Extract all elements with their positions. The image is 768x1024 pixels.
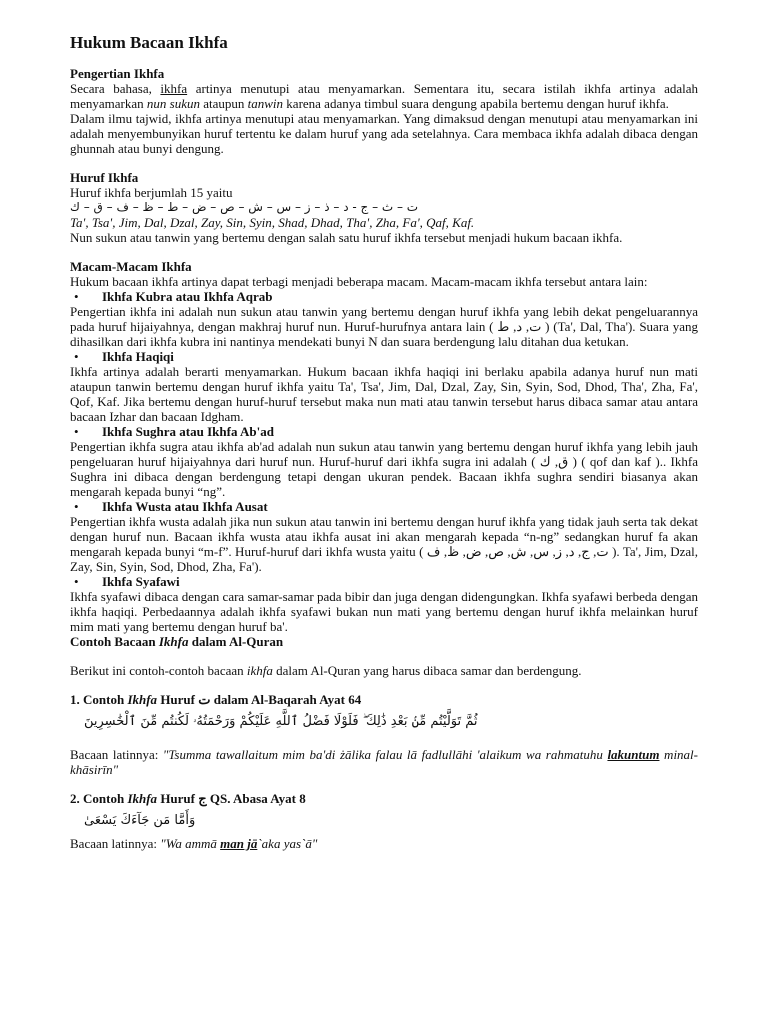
macam-intro: Hukum bacaan ikhfa artinya dapat terbagi menjadi beberapa macam. Macam-macam ikhfa tersebut antara lain: [70,274,648,289]
bullet-item-text: Pengertian ikhfa sugra atau ikhfa ab'ad adalah nun sukun atau tanwin yang bertemu dengan huruf ikhfa yang lebih jauh pengeluaran huruf hijaiyahnya dari huruf nun. Huruf-huruf dari ikhfa sugra ini adalah ( ق, ك ) ( qof dan kaf ).. Ikhfa Sughra ini dibaca dengan berdengung tetapi dengan ukuran pendek. Bacaan ikhfa sughra sendiri biasanya akan mengarah kepada bunyi “ng”. [70,439,698,499]
text-run-bold-underlined: man jā [220,836,258,851]
document-page [70,32,698,851]
example-latin [70,836,698,851]
text-run: Bacaan latinnya: [70,747,163,762]
text-run-underlined: ikhfa [160,81,188,96]
text-run-italic: Ikhfa [127,692,158,707]
text-run: dalam Al-Quran [188,634,284,649]
bullet-title: Ikhfa Syafawi [102,574,180,589]
text-run: Huruf ت dalam Al-Baqarah Ayat 64 [157,692,362,707]
example-heading [70,692,698,707]
example-ayat-arabic: ثُمَّ تَوَلَّيْتُم مِّنۢ بَعْدِ ذَٰلِكَ ۖ فَلَوْلَا فَضْلُ ٱللَّهِ عَلَيْكُمْ وَرَحْمَتُهُۥ لَكُنتُم مِّنَ ٱلْخَٰسِرِينَ [84,714,478,729]
bullet-icon: • [74,349,79,364]
bullet-item-text: Pengertian ikhfa ini adalah nun sukun atau tanwin yang bertemu dengan huruf ikhfa yang lebih dekat pengeluarannya pada huruf hijaiyahnya, dengan makhraj huruf nun. Huruf-hurufnya antara lain ( ت, د, ط ) (Ta', Dal, Tha'). Suara yang dihasilkan dari ikhfa kubra ini nantinya mendekati bunyi N dan suara berdengung lalu ditahan dua ketukan. [70,304,698,349]
bullet-item-title [70,499,698,514]
text-run: Contoh Bacaan [70,634,159,649]
section-heading-pengertian: Pengertian Ikhfa [70,66,165,81]
bullet-title: Ikhfa Sughra atau Ikhfa Ab'ad [102,424,274,439]
pengertian-paragraph-1 [70,81,698,111]
section-heading-contoh [70,634,698,649]
huruf-latin-list: Ta', Tsa', Jim, Dal, Dzal, Zay, Sin, Syin, Shad, Dhad, Tha', Zha, Fa', Qaf, Kaf. [70,215,475,230]
page-title: Hukum Bacaan Ikhfa [70,33,228,52]
text-run: Secara bahasa, [70,81,161,96]
example-ayat-arabic: وَأَمَّا مَن جَآءَكَ يَسْعَىٰ [84,813,196,828]
text-run: Berikut ini contoh-contoh bacaan [70,663,247,678]
bullet-title: Ikhfa Kubra atau Ikhfa Aqrab [102,289,273,304]
bullet-title: Ikhfa Wusta atau Ikhfa Ausat [102,499,268,514]
contoh-intro [70,663,698,678]
text-run: Huruf ج QS. Abasa Ayat 8 [157,791,306,806]
text-run-italic: "Wa ammā [160,836,221,851]
huruf-note: Nun sukun atau tanwin yang bertemu dengan salah satu huruf ikhfa tersebut menjadi hukum bacaan ikhfa. [70,230,623,245]
bullet-icon: • [74,574,79,589]
bullet-icon: • [74,424,79,439]
text-run: ataupun [199,96,248,111]
text-run-italic: Ikhfa [158,634,189,649]
bullet-icon: • [74,499,79,514]
huruf-count-line: Huruf ikhfa berjumlah 15 yaitu [70,185,233,200]
bullet-item-title [70,424,698,439]
bullet-icon: • [74,289,79,304]
text-run-italic: Ikhfa [127,791,158,806]
section-heading-huruf: Huruf Ikhfa [70,170,139,185]
text-run-italic: "Tsumma tawallaitum mim ba'di żālika falau lā fadlullāhi 'alaikum wa rahmatuhu [162,747,608,762]
bullet-item-title [70,349,698,364]
bullet-item-text: Ikhfa artinya adalah berarti menyamarkan. Hukum bacaan ikhfa haqiqi ini berlaku apabila adanya huruf nun mati ataupun tanwin bertemu dengan huruf ikhfa yaitu Ta', Tsa', Jim, Dal, Dzal, Zay, Sin, Syin, Sod, Dhod, Tha', Zha, Fa', Qof, Kaf. Jika bertemu dengan huruf-huruf tersebut maka nun mati atau tanwin tersebut harus dibaca samar atau antara bacaan Izhar dan bacaan Idgham. [70,364,698,424]
text-run: dalam Al-Quran yang harus dibaca samar dan berdengung. [272,663,582,678]
bullet-item-text: Ikhfa syafawi dibaca dengan cara samar-samar pada bibir dan juga dengan didengungkan. Ikhfa syafawi berbeda dengan ikhfa haqiqi. Perbedaannya adalah ikhfa syafawi bukan nun mati yang bertemu dengan huruf ikhfa melainkan huruf mim mati yang bertemu dengan huruf ba'. [70,589,698,634]
text-run-italic: minal-khāsirīn" [70,747,698,777]
section-heading-macam: Macam-Macam Ikhfa [70,259,192,274]
text-run-italic: tanwin [247,96,284,111]
text-run-italic: nun sukun [146,96,200,111]
text-run: 1. Contoh [70,692,128,707]
huruf-arabic-list: ت – ث – ج - د – ذ – ز – س – ش – ص – ض – ط – ظ – ف – ق – ك [70,200,419,214]
example-heading [70,791,698,806]
text-run-italic: ikhfa [246,663,273,678]
text-run: artinya menutupi atau menyamarkan. Sementara itu, secara istilah ikhfa artinya adalah menyamarkan [70,81,698,111]
text-run: Bacaan latinnya: [70,836,161,851]
bullet-item-title [70,289,698,304]
bullet-title: Ikhfa Haqiqi [102,349,174,364]
example-latin [70,747,698,777]
pengertian-paragraph-2: Dalam ilmu tajwid, ikhfa artinya menutupi atau menyamarkan. Yang dimaksud dengan menutupi atau menyamarkan ini adalah menyembunyikan huruf tertentu ke dalam huruf yang ada setelahnya. Cara membaca ikhfa adalah dibaca dengan ghunnah atau bunyi dengung. [70,111,698,156]
bullet-item-text: Pengertian ikhfa wusta adalah jika nun sukun atau tanwin ini bertemu dengan huruf ikhfa yang tidak jauh serta tak dekat dengan huruf nun. Bacaan ikhfa wusta atau ikhfa ausat ini akan mengarah kepada “n-ng” sedangkan huruf fa akan mengarah kepada bunyi “m-f”. Huruf-huruf dari ikhfa wusta yaitu ( ت, ج, د, ز, س, ش, ص, ض, ظ, ف ). Ta', Jim, Dzal, Zay, Sin, Syin, Sod, Dhod, Zha, Fa'). [70,514,699,574]
text-run: 2. Contoh [70,791,128,806]
bullet-item-title [70,574,698,589]
text-run-bold-underlined: lakuntum [607,747,660,762]
text-run: karena adanya timbul suara dengung apabila bertemu dengan huruf ikhfa. [283,96,669,111]
text-run-italic: `aka yas`ā" [257,836,318,851]
